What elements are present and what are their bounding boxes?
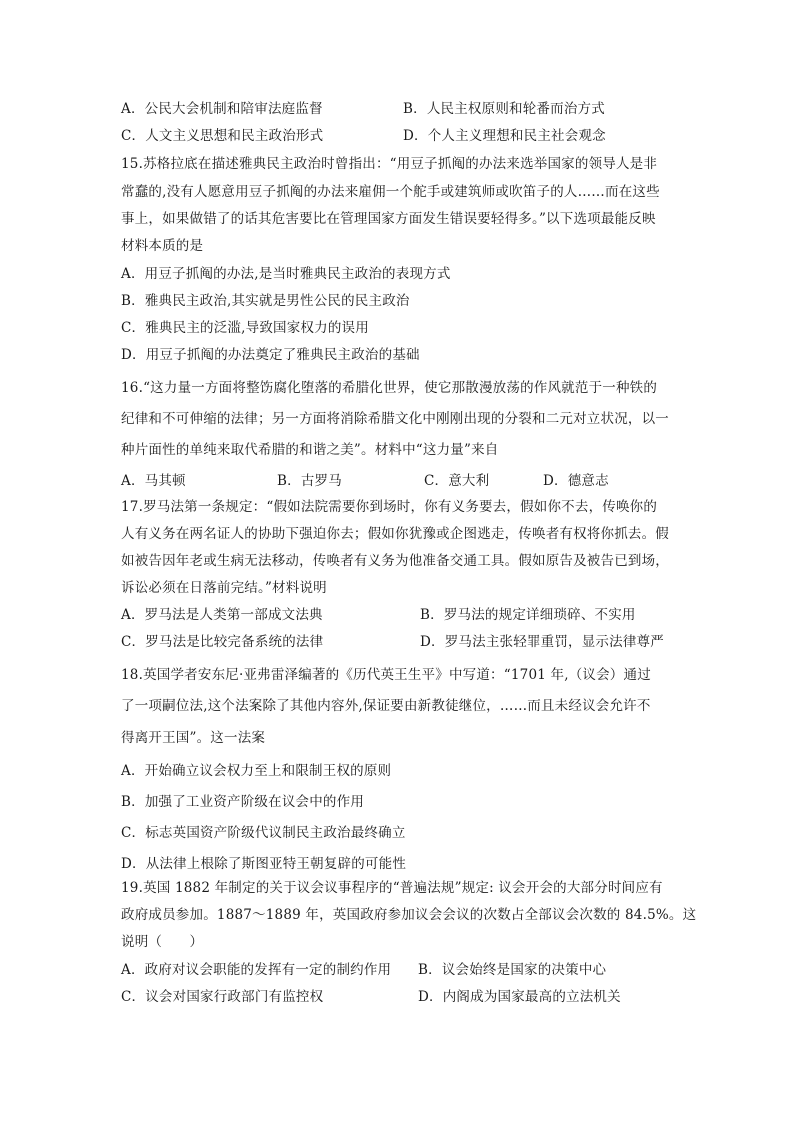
q17-option-a: A．罗马法是人类第一部成文法典 xyxy=(121,607,323,623)
q17-stem-line: 人有义务在两名证人的协助下强迫你去；假如你犹豫或企图逃走，传唤者有权将你抓去。假 xyxy=(121,526,669,542)
q18-option-d: D．从法律上根除了斯图亚特王朝复辟的可能性 xyxy=(121,856,407,872)
q18-option-a: A．开始确立议会权力至上和限制王权的原则 xyxy=(121,763,392,779)
q19-option-a: A．政府对议会职能的发挥有一定的制约作用 xyxy=(121,962,392,978)
q17-option-c: C．罗马法是比较完备系统的法律 xyxy=(121,634,324,650)
q17-option-d: D．罗马法主张轻罪重罚，显示法律尊严 xyxy=(420,634,664,650)
q19-option-b: B．议会始终是国家的决策中心 xyxy=(418,962,607,978)
q18-stem-line: 了一项嗣位法,这个法案除了其他内容外,保证要由新教徒继位，……而且未经议会允许不 xyxy=(121,698,651,714)
q19-stem-line: 政府成员参加。1887～1889 年，英国政府参加议会会议的次数占全部议会次数的 84.5%。这 xyxy=(121,907,697,923)
q18-option-b: B．加强了工业资产阶级在议会中的作用 xyxy=(121,794,365,810)
q14-option-b: B．人民主权原则和轮番而治方式 xyxy=(403,101,605,117)
q15-option-a: A．用豆子抓阄的办法,是当时雅典民主政治的表现方式 xyxy=(121,266,451,282)
q18-option-c: C．标志英国资产阶级代议制民主政治最终确立 xyxy=(121,825,406,841)
q15-stem-line: 事上，如果做错了的话其危害要比在管理国家方面发生错误要轻得多。”以下选项最能反映 xyxy=(121,211,656,227)
q19-stem-line: 说明（ ） xyxy=(121,934,204,950)
q16-stem-line: 16.“这力量一方面将整饬腐化堕落的希腊化世界，使它那散漫放荡的作风就范于一种铁的 xyxy=(121,380,658,396)
q15-option-d: D．用豆子抓阄的办法奠定了雅典民主政治的基础 xyxy=(121,347,420,363)
q17-stem-line: 17.罗马法第一条规定：“假如法院需要你到场时，你有义务要去，假如你不去，传唤你的 xyxy=(121,499,658,515)
q14-option-d: D．个人主义理想和民主社会观念 xyxy=(403,128,606,144)
q15-stem-line: 15.苏格拉底在描述雅典民主政治时曾指出：“用豆子抓阄的办法来选举国家的领导人是非 xyxy=(121,156,658,172)
q18-stem-line: 得离开王国”。这一法案 xyxy=(121,730,266,746)
q16-option-c: C．意大利 xyxy=(424,473,490,489)
q17-stem-line: 如被告因年老或生病无法移动，传唤者有义务为他准备交通工具。假如原告及被告已到场， xyxy=(121,553,669,569)
q17-option-b: B．罗马法的规定详细琐碎、不实用 xyxy=(420,607,636,623)
q16-option-d: D．德意志 xyxy=(543,473,609,489)
q19-option-d: D．内阁成为国家最高的立法机关 xyxy=(418,989,621,1005)
q17-stem-line: 诉讼必须在日落前完结。”材料说明 xyxy=(121,580,327,596)
q15-stem-line: 材料本质的是 xyxy=(121,238,204,254)
q14-option-c: C．人文主义思想和民主政治形式 xyxy=(121,128,324,144)
q19-stem-line: 19.英国 1882 年制定的关于议会议事程序的“普遍法规”规定: 议会开会的大部分时间应有 xyxy=(121,880,663,896)
q18-stem-line: 18.英国学者安东尼·亚弗雷泽编著的《历代英王生平》中写道：“1701 年,（议会）通过 xyxy=(121,667,651,683)
q15-option-c: C．雅典民主的泛滥,导致国家权力的误用 xyxy=(121,320,369,336)
q16-option-b: B．古罗马 xyxy=(277,473,342,489)
q16-option-a: A．马其顿 xyxy=(121,473,186,489)
q19-option-c: C．议会对国家行政部门有监控权 xyxy=(121,989,324,1005)
q16-stem-line: 纪律和不可伸缩的法律；另一方面将消除希腊文化中刚刚出现的分裂和二元对立状况，以一 xyxy=(121,411,669,427)
q15-stem-line: 常蠢的,没有人愿意用豆子抓阄的办法来雇佣一个舵手或建筑师或吹笛子的人……而在这些 xyxy=(121,184,660,200)
q16-stem-line: 种片面性的单纯来取代希腊的和谐之美”。材料中“这力量”来自 xyxy=(121,442,499,458)
q14-option-a: A．公民大会机制和陪审法庭监督 xyxy=(121,101,323,117)
q15-option-b: B．雅典民主政治,其实就是男性公民的民主政治 xyxy=(121,293,410,309)
